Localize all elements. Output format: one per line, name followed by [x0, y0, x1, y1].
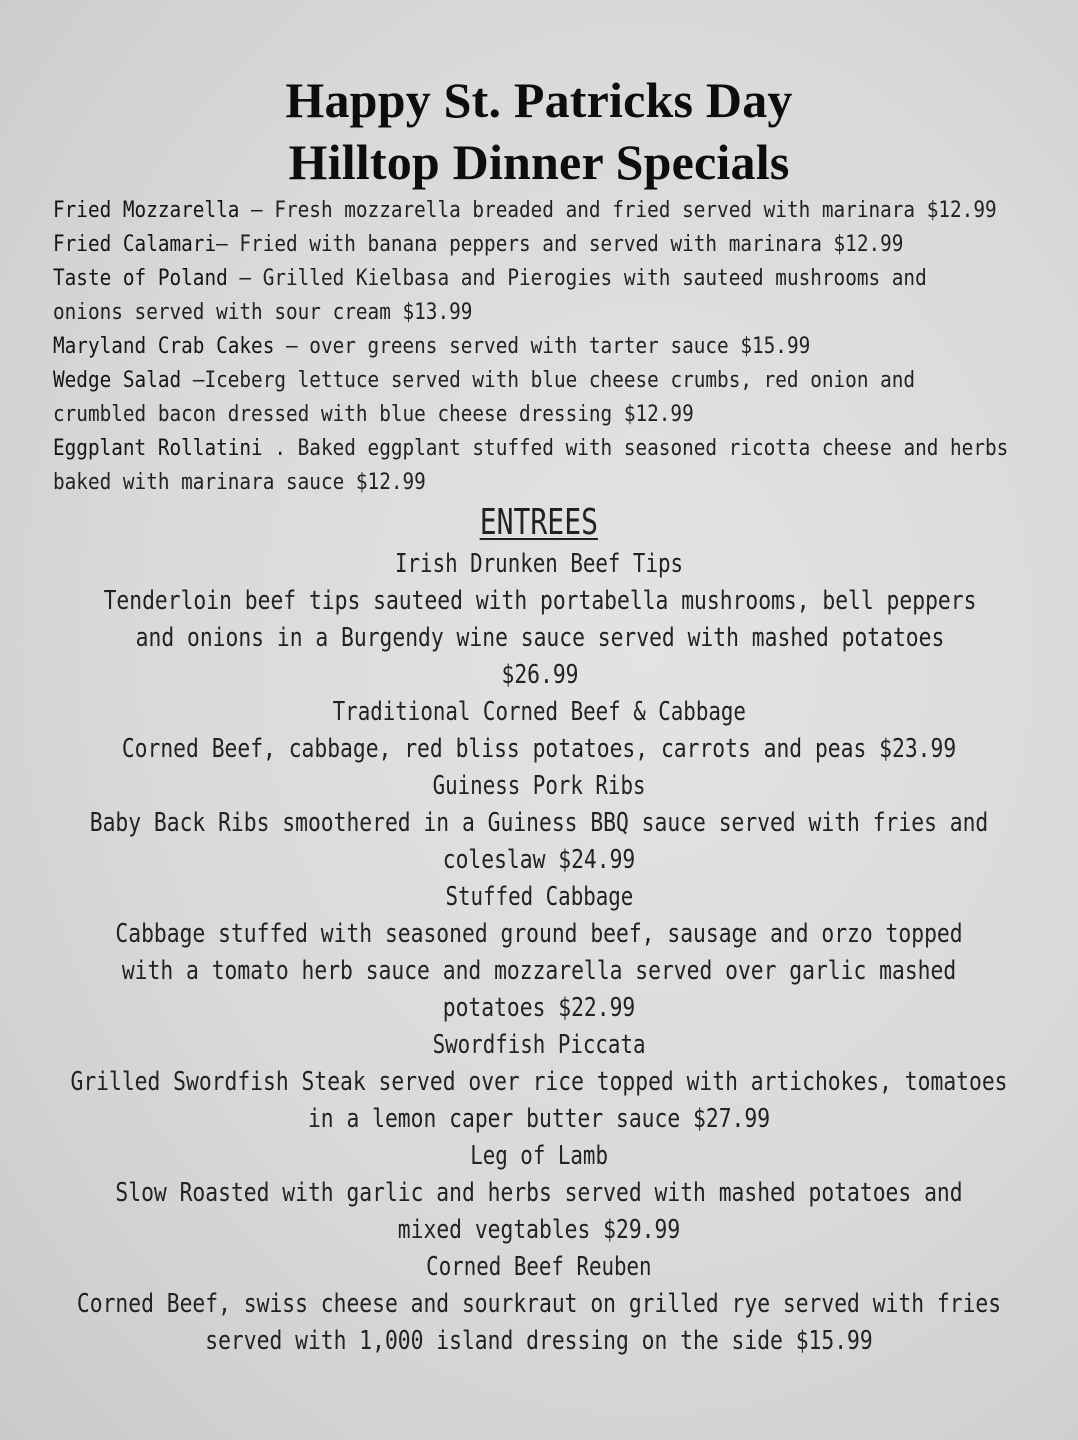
special-description: . Baked eggplant stuffed with seasoned ricotta cheese and herbs baked with marinara sauce $12.99	[53, 435, 1009, 495]
entree-item	[0, 694, 1078, 768]
special-name: Taste of Poland	[53, 265, 228, 291]
menu-subtitle: Hilltop Dinner Specials	[288, 134, 790, 190]
special-description: –Iceberg lettuce served with blue cheese crumbs, red onion and crumbled bacon dressed with blue cheese dressing $12.99	[53, 367, 916, 427]
special-name: Eggplant Rollatini	[53, 435, 263, 461]
entree-name: Swordfish Piccata	[432, 1030, 646, 1060]
entree-item	[0, 1138, 1078, 1249]
entree-name: Leg of Lamb	[470, 1141, 608, 1171]
entree-name: Guiness Pork Ribs	[432, 771, 646, 801]
entree-item	[0, 546, 1078, 694]
special-name: Fried Mozzarella	[53, 197, 240, 223]
entree-item	[0, 1027, 1078, 1138]
entrees-heading: ENTREES	[479, 502, 599, 543]
special-description: – over greens served with tarter sauce $15.99	[274, 333, 811, 359]
special-description: – Fresh mozzarella breaded and fried served with marinara $12.99	[239, 197, 997, 223]
special-description: – Grilled Kielbasa and Pierogies with sauteed mushrooms and onions served with sour cream $13.99	[53, 265, 927, 325]
special-item	[53, 431, 1012, 499]
special-item	[53, 227, 1042, 261]
entree-name: Corned Beef Reuben	[426, 1252, 652, 1282]
entree-item	[0, 879, 1078, 1027]
entree-name: Irish Drunken Beef Tips	[394, 549, 684, 579]
special-item	[53, 193, 1042, 227]
special-name: Wedge Salad	[53, 367, 182, 393]
special-item	[53, 329, 1042, 363]
special-item	[53, 261, 952, 329]
menu-title: Happy St. Patricks Day	[285, 72, 793, 128]
entree-description: Corned Beef, cabbage, red bliss potatoes, carrots and peas $23.99	[121, 734, 957, 764]
entree-item	[0, 1249, 1078, 1360]
entree-item	[0, 768, 1078, 879]
entree-description: Slow Roasted with garlic and herbs served with mashed potatoes and mixed vegtables $29.99	[115, 1178, 963, 1245]
specials-list	[53, 193, 1042, 499]
entree-description: Baby Back Ribs smoothered in a Guiness BBQ sauce served with fries and coleslaw $24.99	[89, 808, 989, 875]
special-name: Fried Calamari	[53, 231, 217, 257]
entree-description: Grilled Swordfish Steak served over rice topped with artichokes, tomatoes in a lemon caper butter sauce $27.99	[70, 1067, 1008, 1134]
special-item	[53, 363, 947, 431]
special-description: – Fried with banana peppers and served with marinara $12.99	[216, 231, 904, 257]
entree-description: Corned Beef, swiss cheese and sourkraut on grilled rye served with fries served with 1,000 island dressing on the side $15.99	[76, 1289, 1002, 1356]
entrees-section	[0, 500, 1078, 1360]
entree-name: Traditional Corned Beef & Cabbage	[332, 697, 746, 727]
entree-description: Tenderloin beef tips sauteed with portabella mushrooms, bell peppers and onions in a Burgendy wine sauce served with mashed potatoes $26.99	[103, 586, 977, 690]
special-name: Maryland Crab Cakes	[53, 333, 275, 359]
entree-description: Cabbage stuffed with seasoned ground beef, sausage and orzo topped with a tomato herb sauce and mozzarella served over garlic mashed potatoes $22.99	[115, 919, 963, 1023]
entree-name: Stuffed Cabbage	[445, 882, 633, 912]
